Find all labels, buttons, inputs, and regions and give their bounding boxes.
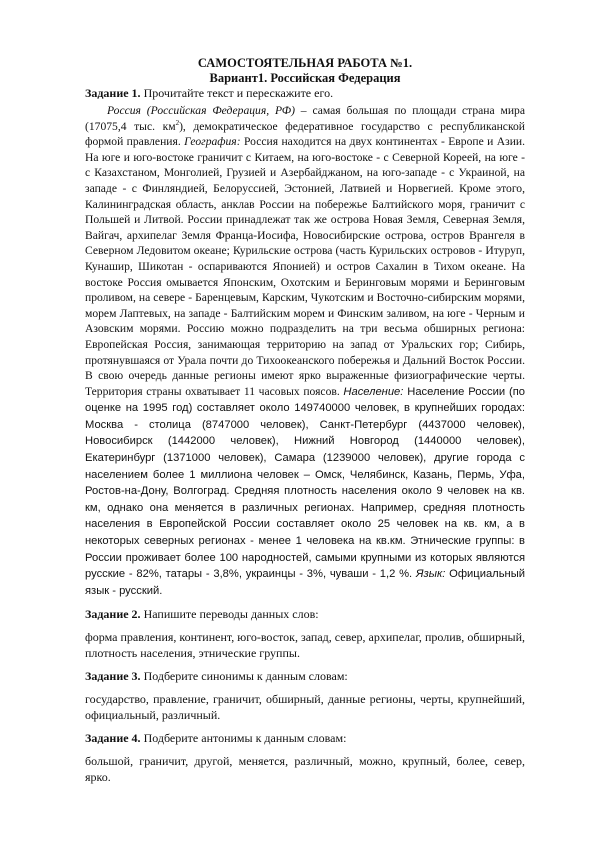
task-4-words: большой, граничит, другой, меняется, различный, можно, крупный, более, север, ярко. bbox=[85, 754, 525, 784]
task-2-heading bbox=[85, 607, 525, 622]
document-title: САМОСТОЯТЕЛЬНАЯ РАБОТА №1. bbox=[197, 56, 413, 70]
task-3-label: Задание 3. bbox=[85, 669, 141, 684]
text-part-b: ), демократическое федеративное государство с республиканской формой правления. bbox=[85, 119, 525, 149]
superscript: 2 bbox=[175, 118, 180, 127]
task-4-heading bbox=[85, 731, 525, 746]
population-block bbox=[85, 386, 525, 597]
text-part-a: – самая большая по площади страна мира (17075,4 тыс. км bbox=[85, 104, 525, 133]
population-label: Население: bbox=[343, 385, 404, 398]
language-text: Официальный язык - русский. bbox=[85, 568, 526, 597]
task-2-words: форма правления, континент, юго-восток, запад, север, архипелаг, пролив, обширный, плотность населения, этнические группы. bbox=[85, 630, 525, 660]
task-2-instruction: Напишите переводы данных слов: bbox=[143, 607, 319, 622]
task-3-heading bbox=[85, 669, 525, 684]
geography-text: Россия находится на двух континентах - Европе и Азии. На юге и юго-востоке граничит с Китаем, на юго-востоке - с Северной Кореей, на юге - с Казахстаном, Монголией, Грузией и Азербайджаном, на юго-западе - с Украиной, на западе - с Финляндией, Белоруссией, Эстонией, Латвией и Норвегией. Кроме этого, Калининградская область, анклав России на побережье Балтийского моря, граничит с Польшей и Литвой. России принадлежат так же острова Новая Земля, Северная Земля, Вайгач, архипелаг Земля Франца-Иосифа, Новосибирские острова, остров Врангеля в Северном Ледовитом океане; Курильские острова (часть Курильских островов - Итуруп, Кунашир, Шикотан - оспариваются Японией) и остров Сахалин в Тихом океане. На востоке Россия омывается Японским, Охотским и Беринговым морями и Беринговым проливом, на севере - Баренцевым, Карским, Чукотским и Восточно-сибирским морями, морем Лаптевых, на западе - Балтийским морем и Финским заливом, на юге - Черным и Азовским морями. Россию можно подразделить на три весьма обширных региона: Европейская Россия, занимающая территорию на запад от Уральских гор; Сибирь, протянувшаяся от Урала почти до Тихоокеанского побережья и Дальний Восток России. В свою очередь данные регионы имеют ярко выраженные физиографические черты. Территория страны охватывает 11 часовых поясов. bbox=[85, 135, 525, 398]
task-4-label: Задание 4. bbox=[85, 731, 141, 746]
population-text: Население России (по оценке на 1995 год) составляет около 149740000 человек, в крупнейших городах: Москва - столица (8747000 человек), Санкт-Петербург (4437000 человек), Новосибирск (1442000 человек), Нижний Новгород (1440000 человек), Екатеринбург (1371000 человек), Самара (1239000 человек), другие города с населением более 1 миллиона человек – Омск, Челябинск, Казань, Пермь, Уфа, Ростов-на-Дону, Волгоград. Средняя плотность населения около 9 человек на кв. км, однако она меняется в различных регионах. Например, средняя плотность населения в Европейской России составляет около 25 человек на кв. км, а в некоторых северных регионах - менее 1 человека на кв.км. Этнические группы: в России проживает более 100 народностей, самыми крупными из которых являются русские - 82%, татары - 3,8%, украинцы - 3%, чуваши - 1,2 %. bbox=[85, 385, 525, 581]
task-1-instruction: Прочитайте текст и перескажите его. bbox=[143, 86, 334, 100]
russia-name-italic: Россия (Российская Федерация, РФ) bbox=[107, 104, 295, 117]
document-subtitle: Вариант1. Российская Федерация bbox=[209, 71, 401, 85]
task-4-instruction: Подберите антонимы к данным словам: bbox=[143, 731, 347, 746]
task-1-heading bbox=[85, 86, 525, 101]
task-3-words: государство, правление, граничит, обширный, данные регионы, черты, крупнейший, официальный, различный. bbox=[85, 692, 525, 722]
language-label: Язык: bbox=[415, 568, 446, 581]
task-1-label: Задание 1. bbox=[85, 86, 141, 100]
document-page bbox=[85, 56, 525, 785]
geography-label: География: bbox=[184, 135, 241, 149]
task-2-label: Задание 2. bbox=[85, 607, 141, 622]
main-text bbox=[85, 103, 525, 599]
task-3-instruction: Подберите синонимы к данным словам: bbox=[143, 669, 348, 684]
